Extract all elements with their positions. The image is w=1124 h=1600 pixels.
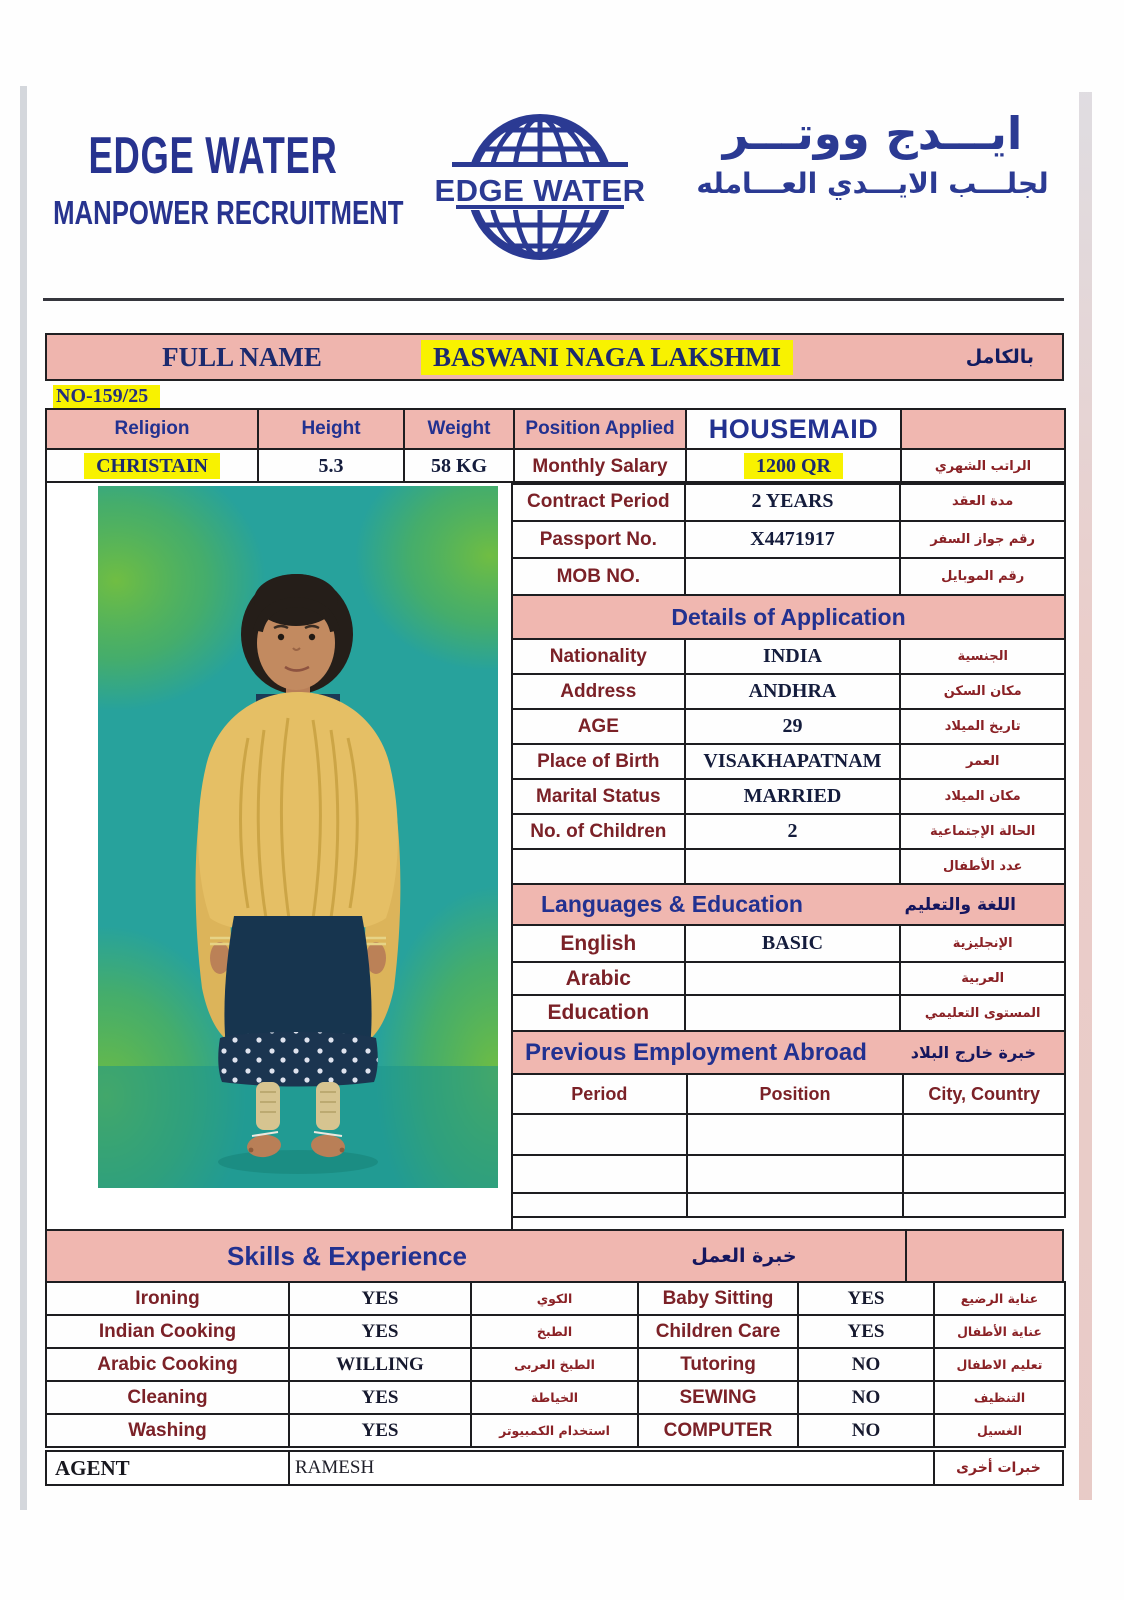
marital-status-label: Marital Status [512,779,685,814]
arabic-cooking-label-arabic: الطبخ العربى [471,1348,638,1381]
tutoring-label: Tutoring [638,1348,798,1381]
children-care-label: Children Care [638,1315,798,1348]
globe-icon [430,106,650,270]
languages-education-header [511,883,1066,926]
contract-period-value: 2 YEARS [685,482,901,521]
place-of-birth-value: VISAKHAPATNAM [685,744,901,779]
table-row [512,709,1065,744]
marital-status-label-arabic: مكان الميلاد [900,779,1065,814]
empty-cell [901,409,1065,449]
position-applied-value: HOUSEMAID [686,409,901,449]
previous-employment-title-arabic: خبرة خارج البلاد [910,1043,1036,1062]
other-experience-label-arabic: خبرات أخرى [956,1460,1041,1476]
baby-sitting-label: Baby Sitting [638,1282,798,1315]
scan-edge-artifact-right [1079,92,1092,1500]
city-country-column-header: City, Country [903,1074,1065,1114]
agent-value: RAMESH [290,1452,935,1484]
washing-label-arabic: الغسيل [934,1414,1065,1447]
monthly-salary-label-arabic: الراتب الشهري [901,449,1065,484]
cleaning-value: YES [289,1381,471,1414]
age-label-arabic: تاريخ الميلاد [900,709,1065,744]
reference-number: NO-159/25 [53,385,160,411]
table-row [46,409,1065,449]
education-label-arabic: المستوى التعليمي [900,995,1065,1031]
address-value: ANDHRA [685,674,901,709]
sewing-value: NO [798,1381,934,1414]
skills-table [45,1281,1066,1448]
details-table [511,638,1066,885]
washing-label: Washing [46,1414,289,1447]
top-attributes-table [45,408,1066,485]
weight-header: Weight [404,409,514,449]
empty-cell [512,849,685,884]
english-label-arabic: الإنجليزية [900,925,1065,962]
children-count-label-arabic: عدد الأطفال [900,849,1065,884]
previous-employment-header [511,1030,1066,1075]
place-of-birth-label-arabic: العمر [900,744,1065,779]
table-row [512,639,1065,674]
nationality-label-arabic: الجنسية [900,639,1065,674]
education-value [685,995,901,1031]
passport-no-label-arabic: رقم جواز السفر [900,521,1065,558]
table-row [46,1414,1065,1447]
logo-banner-text: EDGE WATER [434,173,646,208]
empty-cell [512,1155,687,1193]
company-name-block [8,126,418,232]
height-value: 5.3 [258,449,404,484]
height-header: Height [258,409,404,449]
position-column-header: Position [687,1074,904,1114]
empty-cell [903,1114,1065,1155]
empty-cell [512,1114,687,1155]
table-row [46,1348,1065,1381]
table-row [46,449,1065,484]
table-row [512,482,1065,521]
company-name-arabic-block [655,104,1090,200]
children-care-value: YES [798,1315,934,1348]
empty-cell [687,1193,904,1217]
baby-sitting-label-arabic: عناية الرضيع [934,1282,1065,1315]
skills-experience-header [45,1229,1064,1283]
full-name-value: BASWANI NAGA LAKSHMI [421,340,793,375]
previous-employment-title: Previous Employment Abroad [525,1038,867,1066]
table-row [512,995,1065,1031]
age-label: AGE [512,709,685,744]
baby-sitting-value: YES [798,1282,934,1315]
washing-value: YES [289,1414,471,1447]
position-applied-label: Position Applied [514,409,686,449]
children-value: 2 [685,814,901,849]
table-row [512,814,1065,849]
divider [905,1229,907,1283]
details-of-application-title: Details of Application [671,603,906,630]
agent-label: AGENT [47,1452,290,1484]
empty-cell [687,1114,904,1155]
empty-cell [687,1155,904,1193]
monthly-salary-label: Monthly Salary [514,449,686,484]
company-name-line2: MANPOWER RECRUITMENT [53,194,404,231]
full-name-label-arabic: بالكامل [965,346,1034,368]
header-divider-line [43,298,1064,301]
tutoring-label-arabic: تعليم الاطفال [934,1348,1065,1381]
ironing-value: YES [289,1282,471,1315]
marital-status-value: MARRIED [685,779,901,814]
computer-value: NO [798,1414,934,1447]
english-label: English [512,925,685,962]
empty-cell [512,1193,687,1217]
empty-cell [903,1155,1065,1193]
candidate-photo [98,486,498,1188]
children-care-label-arabic: عناية الأطفال [934,1315,1065,1348]
application-details-stack [511,481,1066,1218]
table-row [512,1074,1065,1114]
contact-table [511,481,1066,596]
sewing-label-arabic: الخياطة [471,1381,638,1414]
empty-cell [903,1193,1065,1217]
nationality-label: Nationality [512,639,685,674]
skills-experience-title: Skills & Experience [227,1240,467,1271]
nationality-value: INDIA [685,639,901,674]
company-globe-logo [430,106,650,270]
company-name-line1: EDGE WATER [88,127,338,185]
table-row [512,744,1065,779]
table-row [512,674,1065,709]
full-name-row [45,333,1064,381]
agent-row [45,1450,1064,1486]
cleaning-label: Cleaning [46,1381,289,1414]
indian-cooking-label: Indian Cooking [46,1315,289,1348]
passport-no-value: X4471917 [685,521,901,558]
computer-label-arabic: استخدام الكمبيوتر [471,1414,638,1447]
contract-period-label: Contract Period [512,482,685,521]
languages-education-title-arabic: اللغة والتعليم [904,894,1016,915]
religion-value: CHRISTAIN [46,449,258,484]
ironing-label: Ironing [46,1282,289,1315]
cleaning-label-arabic: التنظيف [934,1381,1065,1414]
address-label-arabic: مكان السكن [900,674,1065,709]
arabic-label: Arabic [512,962,685,995]
children-label-arabic: الحالة الإجتماعية [900,814,1065,849]
table-row [512,521,1065,558]
cooking-label-arabic: الطبخ [471,1315,638,1348]
company-name-arabic-line2: لجلـــب الايـــدي العـــامله [696,166,1049,200]
table-row [512,779,1065,814]
company-name-arabic-line1: ايـــدج ووتـــر [722,107,1023,160]
indian-cooking-value: YES [289,1315,471,1348]
table-row [512,962,1065,995]
weight-value: 58 KG [404,449,514,484]
table-row [512,849,1065,884]
place-of-birth-label: Place of Birth [512,744,685,779]
table-row [46,1381,1065,1414]
full-name-label: FULL NAME [162,341,322,372]
table-row [512,925,1065,962]
religion-header: Religion [46,409,258,449]
contract-period-label-arabic: مدة العقد [900,482,1065,521]
period-column-header: Period [512,1074,687,1114]
skills-experience-title-arabic: خبرة العمل [691,1245,797,1267]
mobile-no-label-arabic: رقم الموبايل [900,558,1065,595]
address-label: Address [512,674,685,709]
details-of-application-header [511,594,1066,640]
monthly-salary-value: 1200 QR [686,449,901,484]
education-label: Education [512,995,685,1031]
ironing-label-arabic: الكوي [471,1282,638,1315]
arabic-value [685,962,901,995]
children-label: No. of Children [512,814,685,849]
table-row [512,1114,1065,1155]
mobile-no-value [685,558,901,595]
computer-label: COMPUTER [638,1414,798,1447]
table-row [46,1315,1065,1348]
languages-table [511,924,1066,1032]
arabic-cooking-label: Arabic Cooking [46,1348,289,1381]
table-row [512,1193,1065,1217]
passport-no-label: Passport No. [512,521,685,558]
table-row [512,558,1065,595]
arabic-label-arabic: العربية [900,962,1065,995]
scan-edge-artifact-left [20,86,27,1510]
languages-education-title: Languages & Education [541,891,803,917]
table-row [46,1282,1065,1315]
sewing-label: SEWING [638,1381,798,1414]
arabic-cooking-value: WILLING [289,1348,471,1381]
empty-cell [685,849,901,884]
candidate-photo-cell [45,481,513,1231]
mobile-no-label: MOB NO. [512,558,685,595]
tutoring-value: NO [798,1348,934,1381]
english-value: BASIC [685,925,901,962]
table-row [512,1155,1065,1193]
age-value: 29 [685,709,901,744]
employment-table [511,1073,1066,1218]
